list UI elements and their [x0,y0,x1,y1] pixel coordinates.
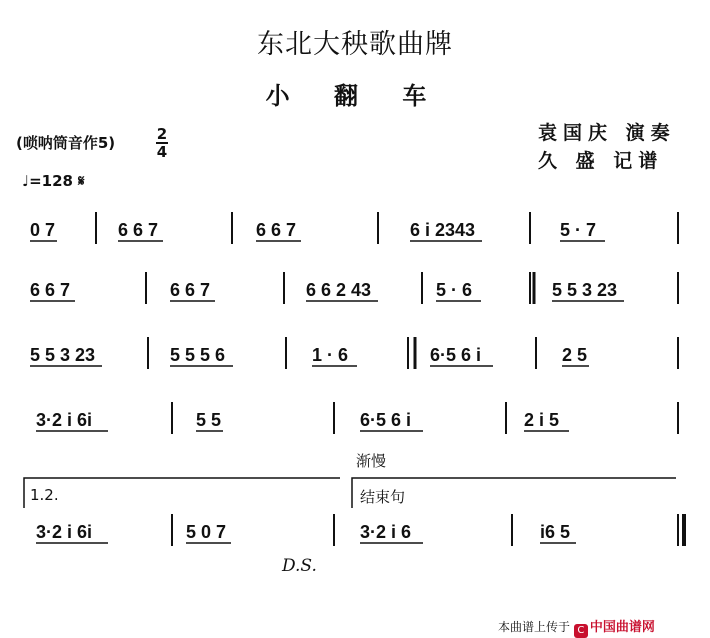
footer-site-name: 中国曲谱网 [589,620,655,635]
measure-notes: 3·2 i 6i [36,410,93,430]
instrument-key: (唢呐筒音作5) [16,134,116,152]
footer-upload [498,616,655,638]
measure-notes: 3·2 i 6i [36,522,93,542]
measure-notes: 6 6 7 [256,220,297,240]
measure-notes: 5 5 [196,410,222,430]
measure-notes: 6 6 7 [118,220,159,240]
measure-notes: 3·2 i 6 [360,522,412,542]
measure-notes: 5 0 7 [186,522,227,542]
measure-notes: 5 · 6 [436,280,473,300]
volta-bracket [24,478,340,508]
volta-label: 1.2. [30,486,59,504]
tempo-marking: ♩=128 𝄋 [22,172,85,190]
measure-notes: 6 6 2 43 [306,280,372,300]
performer-credit: 袁国庆 演奏 [538,122,676,144]
time-signature-bottom: 4 [156,143,168,161]
transcriber-credit: 久 盛 记谱 [538,150,664,172]
measure-notes: 6·5 6 i [430,345,482,365]
gradual-slow-marking: 渐慢 [356,452,387,470]
measure-notes: 0 7 [30,220,56,240]
measure-notes: 5 5 5 6 [170,345,226,365]
footer-upload-text: 本曲谱上传于 [498,620,571,634]
measure-notes: i6 5 [540,522,571,542]
time-signature-top: 2 [156,125,168,143]
measure-notes: 6·5 6 i [360,410,412,430]
measure-notes: 2 5 [562,345,588,365]
ds-marking: D.S. [282,556,317,576]
measure-notes: 5 · 7 [560,220,597,240]
song-title: 小 翻 车 [265,82,445,110]
measure-notes: 6 i 2343 [410,220,476,240]
measure-notes: 6 6 7 [30,280,71,300]
measure-notes: 5 5 3 23 [30,345,96,365]
measure-notes: 6 6 7 [170,280,211,300]
site-logo-icon: C [574,624,588,638]
measure-notes: 1 · 6 [312,345,349,365]
ending-phrase-label: 结束句 [360,488,406,506]
measure-notes: 5 5 3 23 [552,280,618,300]
page-title: 东北大秧歌曲牌 [257,29,453,60]
measure-notes: 2 i 5 [524,410,560,430]
